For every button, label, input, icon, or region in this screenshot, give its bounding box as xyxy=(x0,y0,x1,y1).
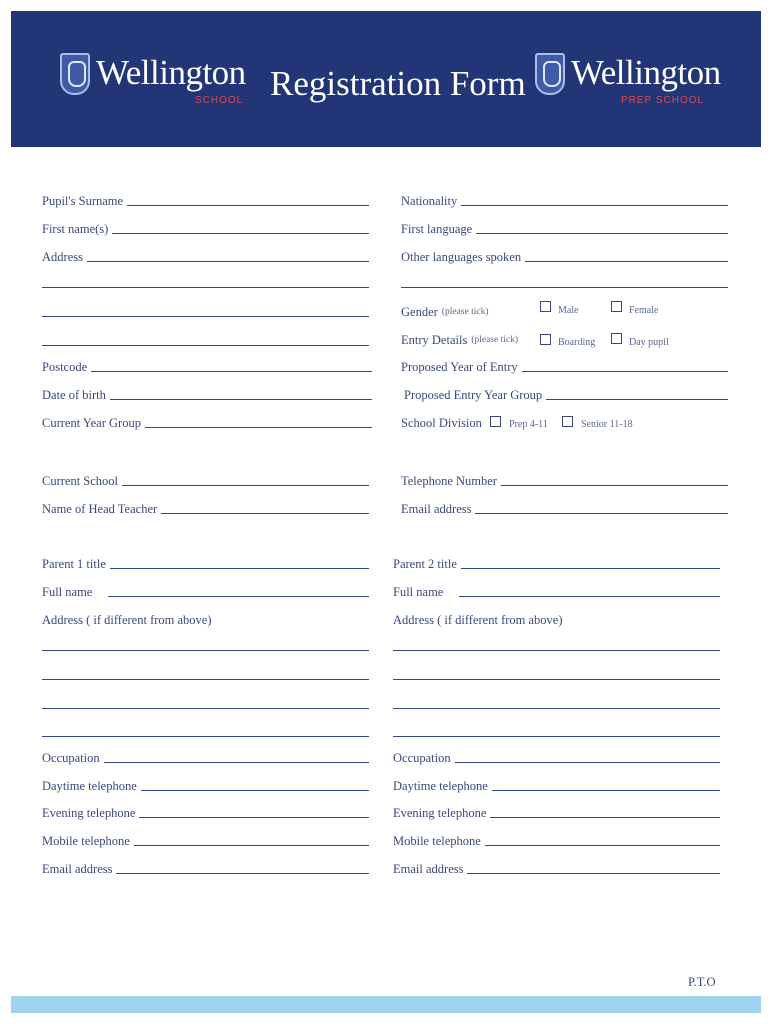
entry-daypupil-checkbox[interactable] xyxy=(611,333,622,344)
telephone-field[interactable] xyxy=(401,472,728,488)
nationality-label: Nationality xyxy=(401,194,458,208)
parent2-title-field[interactable] xyxy=(393,555,720,571)
address-line-3[interactable] xyxy=(42,316,369,317)
first-language-field[interactable] xyxy=(401,220,728,236)
parent1-address-line-4[interactable] xyxy=(42,736,369,737)
gender-hint: (please tick) xyxy=(441,307,489,317)
parent2-mobile-label: Mobile telephone xyxy=(393,834,481,848)
address-line-2[interactable] xyxy=(42,287,369,288)
division-senior-checkbox[interactable] xyxy=(562,416,573,427)
parent1-name-label: Full name xyxy=(42,585,93,599)
parent1-name-field[interactable] xyxy=(42,583,369,599)
head-teacher-field[interactable] xyxy=(42,500,369,516)
other-languages-line-2[interactable] xyxy=(401,287,728,288)
parent2-title-label: Parent 2 title xyxy=(393,557,457,571)
parent2-occupation-label: Occupation xyxy=(393,751,451,765)
gender-label: Gender xyxy=(401,305,438,319)
parent2-daytime-field[interactable] xyxy=(393,777,720,793)
proposed-group-field[interactable] xyxy=(404,386,728,402)
parent1-title-field[interactable] xyxy=(42,555,369,571)
dob-field[interactable] xyxy=(42,386,372,402)
gender-male-checkbox[interactable] xyxy=(540,301,551,312)
parent1-title-label: Parent 1 title xyxy=(42,557,106,571)
logo-name: Wellington xyxy=(96,53,246,92)
proposed-year-field[interactable] xyxy=(401,358,728,374)
logo-sub: SCHOOL xyxy=(195,95,244,106)
entry-boarding-label: Boarding xyxy=(558,337,596,348)
current-school-label: Current School xyxy=(42,474,119,488)
first-names-field[interactable] xyxy=(42,220,369,236)
parent1-address-row xyxy=(42,611,369,627)
division-prep-label: Prep 4-11 xyxy=(509,419,548,430)
other-languages-label: Other languages spoken xyxy=(401,250,522,264)
year-group-label: Current Year Group xyxy=(42,416,141,430)
parent1-evening-label: Evening telephone xyxy=(42,806,136,820)
parent1-mobile-field[interactable] xyxy=(42,832,369,848)
parent2-email-label: Email address xyxy=(393,862,464,876)
pto-label: P.T.O xyxy=(688,975,716,989)
parent1-email-field[interactable] xyxy=(42,860,369,876)
year-group-field[interactable] xyxy=(42,414,372,430)
parent2-address-row xyxy=(393,611,720,627)
division-row xyxy=(401,414,491,430)
parent2-address-line-1[interactable] xyxy=(393,650,720,651)
parent1-daytime-field[interactable] xyxy=(42,777,369,793)
parent2-evening-label: Evening telephone xyxy=(393,806,487,820)
postcode-label: Postcode xyxy=(42,360,88,374)
postcode-field[interactable] xyxy=(42,358,372,374)
parent1-address-line-2[interactable] xyxy=(42,679,369,680)
entry-daypupil-label: Day pupil xyxy=(629,337,669,348)
parent2-address-line-4[interactable] xyxy=(393,736,720,737)
parent2-mobile-field[interactable] xyxy=(393,832,720,848)
wellington-school-logo xyxy=(60,53,246,109)
other-languages-field[interactable] xyxy=(401,248,728,264)
parent1-occupation-label: Occupation xyxy=(42,751,100,765)
division-label: School Division xyxy=(401,416,482,430)
parent2-email-field[interactable] xyxy=(393,860,720,876)
crest-icon xyxy=(60,53,90,95)
parent1-evening-field[interactable] xyxy=(42,804,369,820)
parent1-daytime-label: Daytime telephone xyxy=(42,779,137,793)
parent2-address-label: Address ( if different from above) xyxy=(393,613,563,627)
proposed-year-label: Proposed Year of Entry xyxy=(401,360,518,374)
head-teacher-label: Name of Head Teacher xyxy=(42,502,158,516)
parent1-address-label: Address ( if different from above) xyxy=(42,613,212,627)
division-prep-checkbox[interactable] xyxy=(490,416,501,427)
parent1-occupation-field[interactable] xyxy=(42,749,369,765)
telephone-label: Telephone Number xyxy=(401,474,497,488)
logo-name: Wellington xyxy=(571,53,721,92)
proposed-group-label: Proposed Entry Year Group xyxy=(404,388,543,402)
current-school-field[interactable] xyxy=(42,472,369,488)
gender-row xyxy=(401,303,541,319)
parent2-occupation-field[interactable] xyxy=(393,749,720,765)
gender-female-label: Female xyxy=(629,305,659,316)
address-field[interactable] xyxy=(42,248,369,264)
division-senior-label: Senior 11-18 xyxy=(581,419,633,430)
gender-male-label: Male xyxy=(558,305,579,316)
parent2-name-field[interactable] xyxy=(393,583,720,599)
entry-row xyxy=(401,331,541,347)
surname-field[interactable] xyxy=(42,192,369,208)
gender-female-checkbox[interactable] xyxy=(611,301,622,312)
parent2-address-line-3[interactable] xyxy=(393,708,720,709)
email-field[interactable] xyxy=(401,500,728,516)
entry-label: Entry Details xyxy=(401,333,468,347)
entry-boarding-checkbox[interactable] xyxy=(540,334,551,345)
address-line-4[interactable] xyxy=(42,345,369,346)
wellington-prep-logo xyxy=(535,53,721,109)
parent2-evening-field[interactable] xyxy=(393,804,720,820)
address-label: Address xyxy=(42,250,83,264)
page-title: Registration Form xyxy=(270,64,526,103)
parent2-daytime-label: Daytime telephone xyxy=(393,779,488,793)
logo-sub: PREP SCHOOL xyxy=(621,95,705,106)
parent2-name-label: Full name xyxy=(393,585,444,599)
parent2-address-line-2[interactable] xyxy=(393,679,720,680)
surname-label: Pupil's Surname xyxy=(42,194,124,208)
parent1-address-line-1[interactable] xyxy=(42,650,369,651)
entry-hint: (please tick) xyxy=(471,335,518,345)
first-language-label: First language xyxy=(401,222,473,236)
nationality-field[interactable] xyxy=(401,192,728,208)
parent1-address-line-3[interactable] xyxy=(42,708,369,709)
email-label: Email address xyxy=(401,502,472,516)
crest-icon xyxy=(535,53,565,95)
parent1-email-label: Email address xyxy=(42,862,113,876)
parent1-mobile-label: Mobile telephone xyxy=(42,834,130,848)
first-names-label: First name(s) xyxy=(42,222,109,236)
footer-bar xyxy=(11,996,761,1013)
dob-label: Date of birth xyxy=(42,388,106,402)
